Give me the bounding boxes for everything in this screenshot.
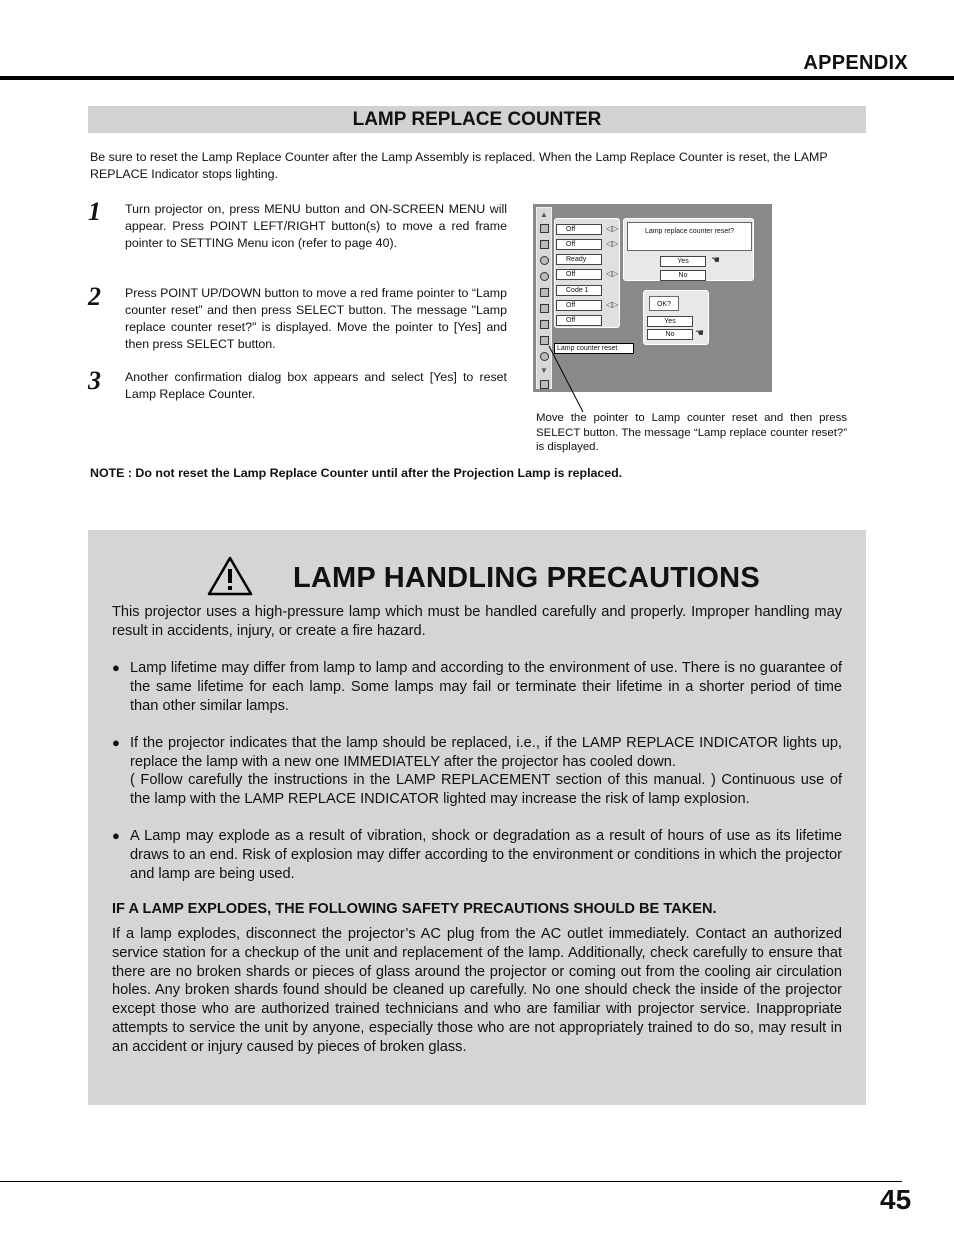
- menu-option[interactable]: Off: [556, 269, 602, 280]
- bullet-text-1: Lamp lifetime may differ from lamp to lamp and according to the environment of use. There is no guarantee of the same lifetime for each lamp. Some lamps may fail or terminate their lifetime in a shorter period of time than other similar lamps.: [130, 660, 842, 714]
- scroll-up-icon: ▲: [540, 210, 548, 219]
- explode-heading: IF A LAMP EXPLODES, THE FOLLOWING SAFETY PRECAUTIONS SHOULD BE TAKEN.: [112, 901, 717, 917]
- note-text: NOTE : Do not reset the Lamp Replace Counter until after the Projection Lamp is replaced.: [90, 466, 623, 480]
- dialog-message: OK?: [649, 296, 679, 311]
- dialog-yes-button[interactable]: Yes: [647, 316, 693, 327]
- dialog-yes-button[interactable]: Yes: [660, 256, 706, 267]
- precautions-intro: This projector uses a high-pressure lamp which must be handled carefully and properly. Improper handling may result in accidents, injury, or create a fire hazard.: [112, 604, 842, 639]
- lock-icon: [540, 320, 549, 329]
- reset-confirm-dialog: [623, 218, 754, 281]
- lamp-counter-reset-item[interactable]: Lamp counter reset: [554, 343, 634, 354]
- eye-icon: [540, 272, 549, 281]
- bullet-icon: ●: [112, 660, 120, 675]
- settings-menu-panel: [554, 218, 620, 328]
- step-text-3: Another confirmation dialog box appears and select [Yes] to reset Lamp Replace Counter.: [125, 370, 507, 401]
- header-rule: [0, 76, 954, 80]
- screenshot-caption: Move the pointer to Lamp counter reset and then press SELECT button. The message “Lamp replace counter reset?” is displayed.: [536, 412, 847, 453]
- ok-confirm-dialog: [643, 290, 709, 345]
- page-number: 45: [880, 1184, 912, 1215]
- dialog-no-button[interactable]: No: [647, 329, 693, 340]
- step-text-1: Turn projector on, press MENU button and ON-SCREEN MENU will appear. Press POINT LEFT/RIGHT button(s) to move a red frame pointer to SETTING Menu icon (refer to page 40).: [125, 202, 507, 250]
- bullet-icon: ●: [112, 735, 120, 750]
- caption-pointer-line: [545, 344, 615, 414]
- intro-paragraph: Be sure to reset the Lamp Replace Counter after the Lamp Assembly is replaced. When the Lamp Replace Counter is reset, the LAMP REPLACE Indicator stops lighting.: [90, 150, 828, 181]
- left-right-arrows-icon: ◁▷: [606, 239, 619, 248]
- gear-icon: [540, 304, 549, 313]
- menu-option[interactable]: Off: [556, 224, 602, 235]
- left-right-arrows-icon: ◁▷: [606, 224, 619, 233]
- section-title: LAMP REPLACE COUNTER: [88, 106, 866, 133]
- lamp-icon: [540, 256, 549, 265]
- menu-option[interactable]: Ready: [556, 254, 602, 265]
- bullet-text-2-continued: ( Follow carefully the instructions in the LAMP REPLACEMENT section of this manual. ) Continuous use of the lamp with the LAMP REPLACE INDICATOR lighted may increase the risk of lamp explosion.: [130, 772, 842, 807]
- footer-rule: [0, 1181, 902, 1182]
- menu-option[interactable]: Off: [556, 239, 602, 250]
- bullet-icon: ●: [112, 828, 120, 843]
- explode-paragraph: If a lamp explodes, disconnect the projector’s AC plug from the AC outlet immediately. Contact an authorized service station for a checkup of the unit and replacement of the lamp. Additionally, check carefully to ensure that there are no broken shards or pieces of glass around the projector or coming out from the cooling air circulation holes. Any broken shards found should be cleaned up carefully. No one should check the inside of the projector except those who are authorized trained technicians and who are familiar with projector service. Inappropriate attempts to service the unit by anyone, especially those who are not appropriately trained to do so, may result in an accident or injury caused by pieces of broken glass.: [112, 926, 842, 1055]
- step-number-2: 2: [88, 282, 101, 311]
- menu-option[interactable]: Off: [556, 300, 602, 311]
- left-right-arrows-icon: ◁▷: [606, 300, 619, 309]
- dialog-no-button[interactable]: No: [660, 270, 706, 281]
- precautions-title: LAMP HANDLING PRECAUTIONS: [293, 562, 760, 594]
- setting-icon: [540, 240, 549, 249]
- bullet-text-3: A Lamp may explode as a result of vibration, shock or degradation as a result of hours of use as its lifetime draws to an end. Risk of explosion may differ according to the environment or conditions in which the projector and lamp are being used.: [130, 828, 842, 882]
- dialog-message: Lamp replace counter reset?: [627, 222, 752, 251]
- step-text-2: Press POINT UP/DOWN button to move a red frame pointer to “Lamp counter reset” and then press SELECT button. The message "Lamp replace counter reset?" is displayed. Move the pointer to [Yes] and then press SELECT button.: [125, 286, 507, 351]
- step-number-1: 1: [88, 197, 101, 226]
- menu-option[interactable]: Off: [556, 315, 602, 326]
- left-right-arrows-icon: ◁▷: [606, 269, 619, 278]
- setting-icon: [540, 224, 549, 233]
- pointer-hand-icon: ☚: [695, 328, 704, 339]
- step-number-3: 3: [88, 366, 101, 395]
- menu-option[interactable]: Code 1: [556, 285, 602, 296]
- bullet-text-2: If the projector indicates that the lamp should be replaced, i.e., if the LAMP REPLACE INDICATOR lights up, replace the lamp with a new one IMMEDIATELY after the projector has cooled down.: [130, 735, 842, 770]
- warning-triangle-icon: [207, 556, 253, 596]
- scroll-down-icon: ▼: [540, 366, 548, 375]
- hand-icon: [540, 288, 549, 297]
- pointer-hand-icon: ☚: [711, 255, 720, 266]
- section-header: APPENDIX: [803, 52, 908, 74]
